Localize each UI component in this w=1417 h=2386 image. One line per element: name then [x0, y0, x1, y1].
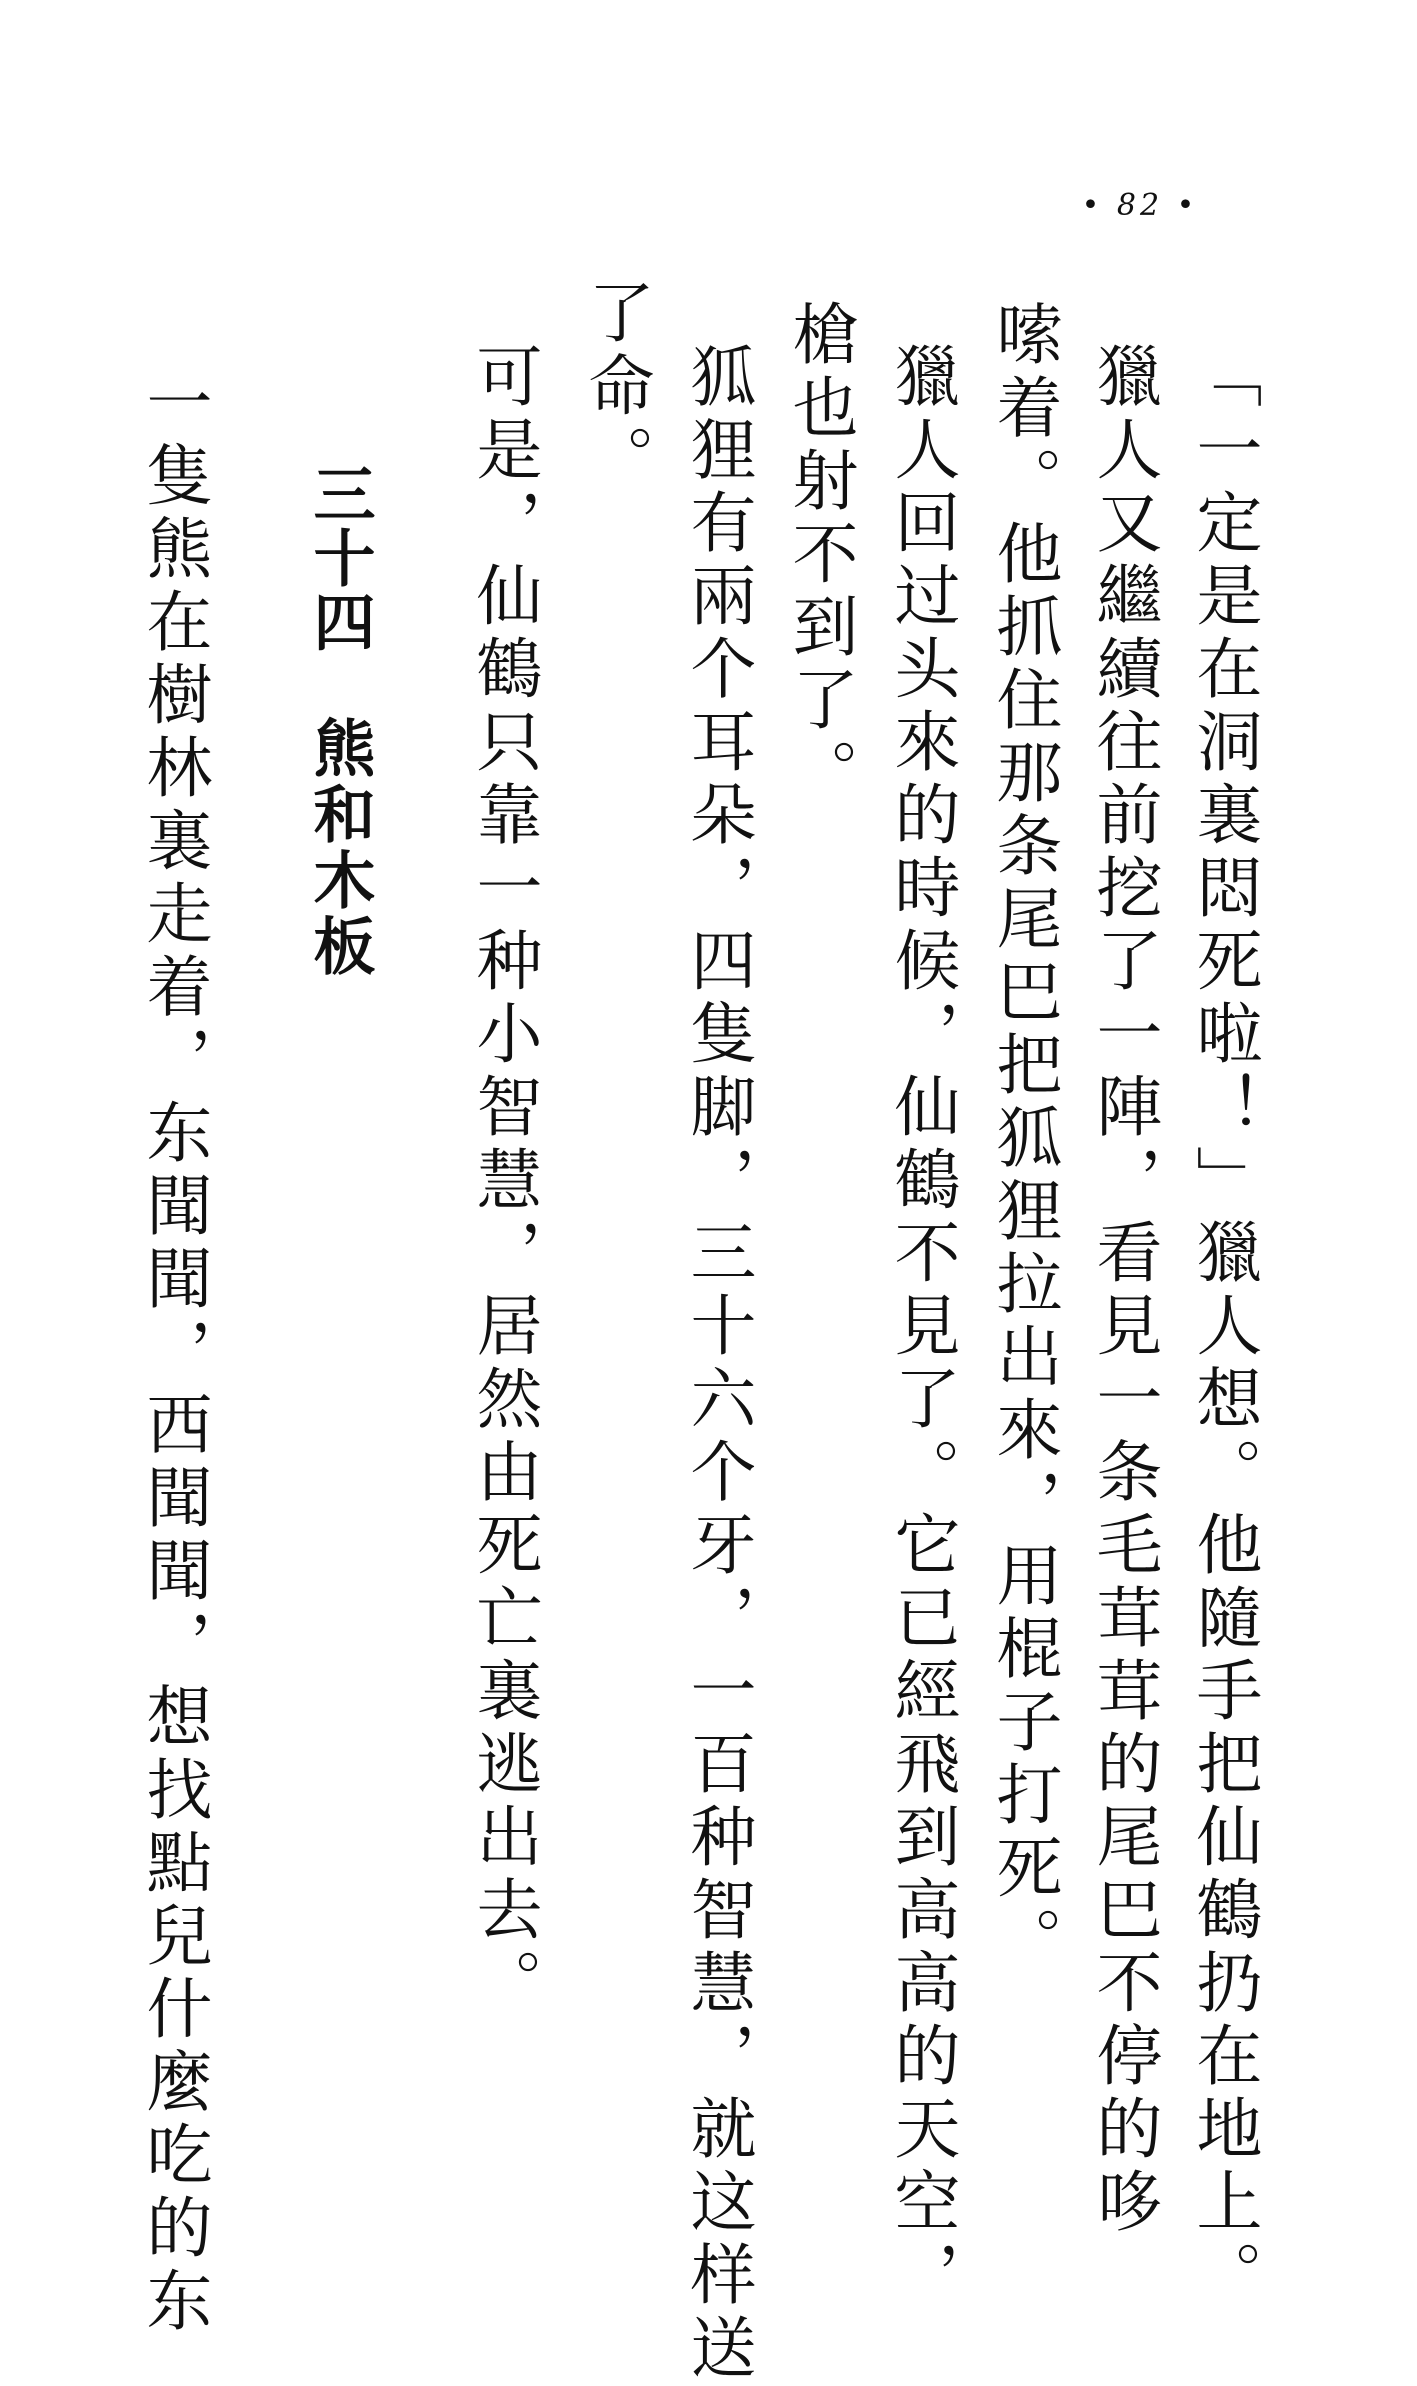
text-column-9: 一隻熊在樹林裏走着，东聞聞，西聞聞，想找點兒什麼吃的东 — [135, 368, 212, 2339]
text-column-7: 了命。 — [577, 278, 654, 497]
text-column-4: 獵人回过头來的時候，仙鶴不見了。它已經飛到高高的天空， — [883, 342, 960, 2313]
text-column-5: 槍也射不到了。 — [781, 300, 858, 811]
text-column-2: 獵人又繼續往前挖了一陣，看見一条毛茸茸的尾巴不停的哆 — [1085, 342, 1162, 2240]
page-number: • 82 • — [1081, 188, 1199, 223]
chapter-number: 三十四 — [303, 462, 376, 654]
text-column-8: 可是，仙鶴只靠一种小智慧，居然由死亡裏逃出去。 — [465, 342, 542, 2021]
chapter-title: 熊和木板 — [303, 716, 376, 980]
text-column-3: 嗦着。他抓住那条尾巴把狐狸拉出來，用棍子打死。 — [985, 300, 1062, 1979]
text-column-6: 狐狸有兩个耳朵，四隻脚，三十六个牙，一百种智慧，就这样送 — [679, 342, 756, 2386]
text-column-1: 「一定是在洞裏悶死啦！」獵人想。他隨手把仙鶴扔在地上。 — [1185, 342, 1262, 2313]
